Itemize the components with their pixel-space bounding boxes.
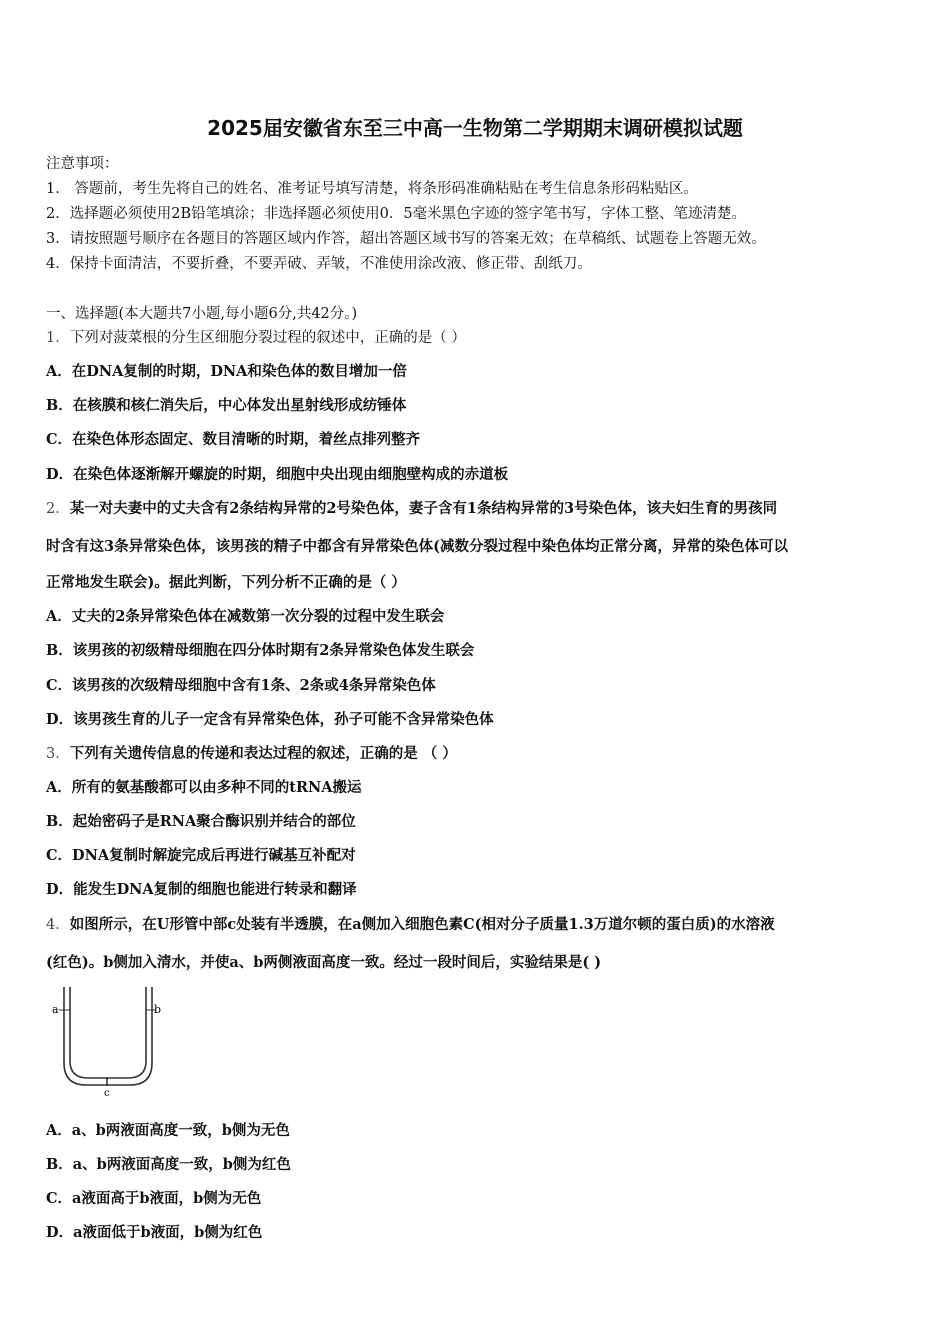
question-text: 时含有这3条异常染色体，该男孩的精子中都含有异常染色体(减数分裂过程中染色体均正常分离，异常的染色体可以	[46, 538, 788, 555]
u-tube-inner-wall	[70, 987, 146, 1078]
question-text: 如图所示，在U形管中部c处装有半透膜，在a侧加入细胞色素C(相对分子质量1.3万道尔顿的蛋白质)的水溶液	[69, 916, 775, 933]
option-b: B．a、b两液面高度一致，b侧为红色	[46, 1156, 291, 1173]
notice-item: 1． 答题前，考生先将自己的姓名、准考证号填写清楚，将条形码准确粘贴在考生信息条形码粘贴区。	[46, 181, 698, 197]
option-b: B．起始密码子是RNA聚合酶识别并结合的部位	[46, 813, 356, 830]
option-d: D．a液面低于b液面，b侧为红色	[46, 1224, 263, 1241]
option-c: C．在染色体形态固定、数目清晰的时期，着丝点排列整齐	[46, 431, 421, 448]
option-d: D．在染色体逐渐解开螺旋的时期，细胞中央出现由细胞壁构成的赤道板	[46, 466, 509, 483]
label-c: c	[104, 1088, 110, 1097]
option-a: A．所有的氨基酸都可以由多种不同的tRNA搬运	[46, 779, 362, 796]
u-tube-diagram	[50, 985, 165, 1097]
option-d: D．该男孩生育的儿子一定含有异常染色体，孙子可能不含异常染色体	[46, 711, 494, 728]
label-b: b	[154, 1003, 162, 1016]
question-number: 2．	[46, 501, 70, 517]
question-number: 4．	[46, 917, 70, 933]
notice-item: 3．请按照题号顺序在各题目的答题区域内作答，超出答题区域书写的答案无效；在草稿纸、试题卷上答题无效。	[46, 231, 766, 247]
section-heading: 一、选择题(本大题共7小题,每小题6分,共42分。)	[46, 306, 358, 322]
question-text: (红色)。b侧加入清水，并使a、b两侧液面高度一致。经过一段时间后，实验结果是( )	[46, 954, 602, 971]
question-text: 某一对夫妻中的丈夫含有2条结构异常的2号染色体，妻子含有1条结构异常的3号染色体，该夫妇生育的男孩同	[69, 500, 778, 517]
question-2	[46, 497, 777, 518]
question-4	[46, 913, 775, 934]
u-tube-figure	[50, 985, 165, 1097]
label-a: a	[52, 1003, 59, 1016]
option-a: A．a、b两液面高度一致，b侧为无色	[46, 1122, 290, 1139]
option-c: C．该男孩的次级精母细胞中含有1条、2条或4条异常染色体	[46, 677, 436, 694]
option-d: D．能发生DNA复制的细胞也能进行转录和翻译	[46, 881, 357, 898]
option-a: A．丈夫的2条异常染色体在减数第一次分裂的过程中发生联会	[46, 608, 445, 625]
page-title: 2025届安徽省东至三中高一生物第二学期期末调研模拟试题	[207, 116, 743, 140]
question-text: 下列有关遗传信息的传递和表达过程的叙述，正确的是 （ ）	[69, 745, 457, 762]
question-3	[46, 742, 457, 763]
question-text: 下列对菠菜根的分生区细胞分裂过程的叙述中，正确的是（ ）	[69, 330, 466, 346]
option-a: A．在DNA复制的时期，DNA和染色体的数目增加一倍	[46, 363, 407, 380]
option-b: B．该男孩的初级精母细胞在四分体时期有2条异常染色体发生联会	[46, 642, 475, 659]
notice-item: 2．选择题必须使用2B铅笔填涂；非选择题必须使用0．5毫米黑色字迹的签字笔书写，字体工整、笔迹清楚。	[46, 206, 747, 222]
u-tube-outer-wall	[64, 987, 152, 1085]
option-b: B．在核膜和核仁消失后，中心体发出星射线形成纺锤体	[46, 397, 407, 414]
option-c: C．DNA复制时解旋完成后再进行碱基互补配对	[46, 847, 356, 864]
notice-item: 4．保持卡面清洁，不要折叠，不要弄破、弄皱，不准使用涂改液、修正带、刮纸刀。	[46, 256, 592, 272]
question-text: 正常地发生联会)。据此判断，下列分析不正确的是（ ）	[46, 574, 406, 591]
question-number: 1．	[46, 330, 70, 346]
notice-heading: 注意事项：	[46, 156, 119, 172]
option-c: C．a液面高于b液面，b侧为无色	[46, 1190, 262, 1207]
question-1	[46, 326, 466, 347]
question-number: 3．	[46, 746, 70, 762]
